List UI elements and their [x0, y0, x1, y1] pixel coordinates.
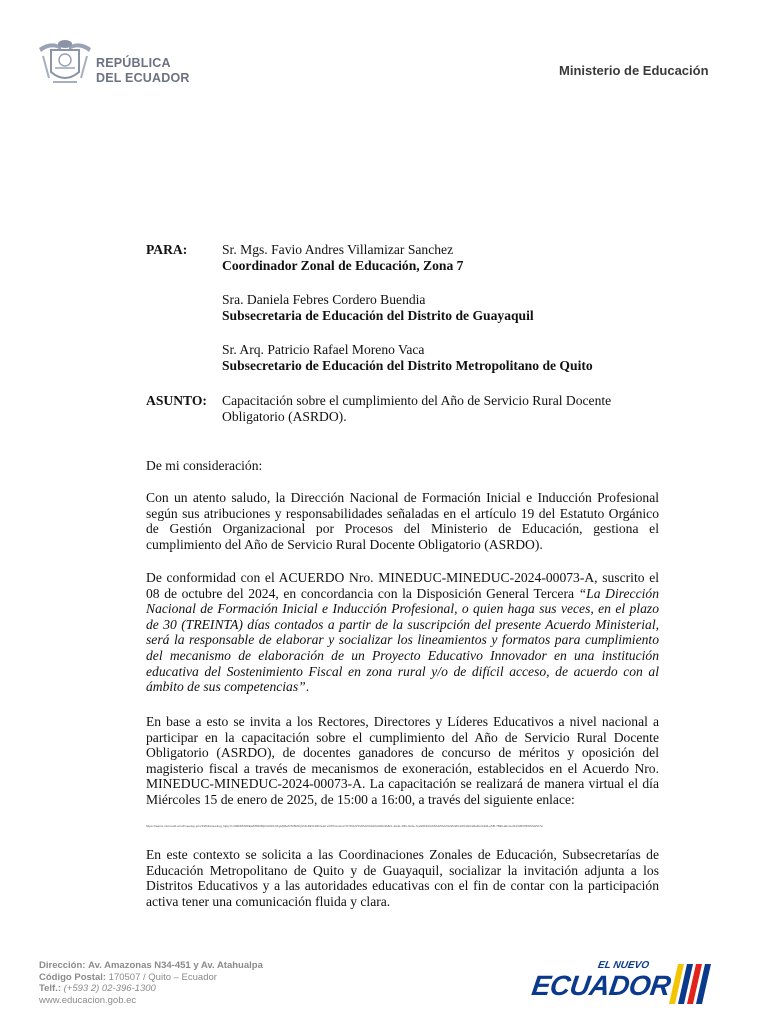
recipient-1: [222, 242, 463, 274]
republica-del-ecuador-label: REPÚBLICA DEL ECUADOR: [96, 56, 190, 85]
paragraph-3: En base a esto se invita a los Rectores, Directores y Líderes Educativos a nivel nacional a participar en la capacitación sobre el cumplimiento del Año de Servicio Rural Docente Obligatorio (ASRDO), de docentes ganadores de concurso de méritos y oposición del magisterio fiscal a través de mecanismos de exoneración, establecidos en el Acuerdo Nro. MINEDUC-MINEDUC-2024-00073-A. La capacitación se realizará de manera virtual el día Miércoles 15 de enero de 2025, de 15:00 a 16:00, a través del siguiente enlace:: [146, 714, 659, 807]
para-label: PARA:: [146, 242, 188, 257]
flag-stripes-icon: [668, 962, 714, 1006]
recipient-2: [222, 292, 534, 324]
recipient-title: Coordinador Zonal de Educación, Zona 7: [222, 258, 464, 273]
logo-el-nuevo: EL NUEVO: [597, 960, 650, 971]
paragraph-4: En este contexto se solicita a las Coordinaciones Zonales de Educación, Subsecretarías de Educación Metropolitano de Quito y de Guayaquil, socializar la invitación adjunta a los Distritos Educativos y a las autoridades educativas con el fin de contar con la participación activa tener una comunicación fluida y clara.: [146, 847, 659, 909]
recipient-title: Subsecretario de Educación del Distrito Metropolitano de Quito: [222, 358, 593, 373]
recipient-name: Sra. Daniela Febres Cordero Buendia: [222, 292, 426, 307]
asunto-text: Capacitación sobre el cumplimiento del Año de Servicio Rural Docente Obligatorio (ASRDO).: [222, 393, 612, 424]
recipient-name: Sr. Arq. Patricio Rafael Moreno Vaca: [222, 342, 425, 357]
paragraph-1: Con un atento saludo, la Dirección Nacional de Formación Inicial e Inducción Profesional según sus atribuciones y responsabilidades señaladas en el artículo 19 del Estatuto Orgánico de Gestión Organizacional por Procesos del Ministerio de Educación, gestiona el cumplimiento del Año de Servicio Rural Docente Obligatorio (ASRDO).: [146, 490, 659, 552]
recipient-name: Sr. Mgs. Favio Andres Villamizar Sanchez: [222, 242, 454, 257]
quote-text: “La Dirección Nacional de Formación Inicial e Inducción Profesional, o quien haga sus veces, en el plazo de 30 (TREINTA) días contados a partir de la suscripción del presente Acuerdo Ministerial, será la responsable de elaborar y socializar los lineamientos y formatos para cumplimiento del mecanismo de elaboración de un Proyecto Educativo Innovador en una institución educativa del Sostenimiento Fiscal en zona rural y/o de difícil acceso, de acuerdo con al ámbito de sus competencias”: [146, 585, 659, 695]
letterhead: [0, 0, 768, 120]
recipient-3: [222, 342, 593, 374]
paragraph-2: De conformidad con el ACUERDO Nro. MINEDUC-MINEDUC-2024-00073-A, suscrito el 08 de octubre del 2024, en concordancia con la Disposición General Tercera “La Dirección Nacional de Formación Inicial e Inducción Profesional, o quien haga sus veces, en el plazo de 30 (TREINTA) días contados a partir de la suscripción del presente Acuerdo Ministerial, será la responsable de elaborar y socializar los lineamientos y formatos para cumplimiento del mecanismo de elaboración de un Proyecto Educativo Innovador en una institución educativa del Sostenimiento Fiscal en zona rural y/o de difícil acceso, de acuerdo con al ámbito de sus competencias”.: [146, 570, 659, 695]
recipient-title: Subsecretaria de Educación del Distrito de Guayaquil: [222, 308, 534, 323]
ministerio-label: Ministerio de Educación: [559, 63, 709, 78]
footer-address: Dirección: Av. Amazonas N34-451 y Av. Atahualpa Código Postal: 170507 / Quito – Ecuador Telf.: (+593 2) 02-396-1300 www.educacion.gob.ec: [39, 960, 263, 1006]
coat-of-arms-icon: [37, 38, 93, 88]
asunto-label: ASUNTO:: [146, 393, 207, 408]
greeting: De mi consideración:: [146, 458, 263, 473]
logo-ecuador: ECUADOR: [529, 970, 673, 1001]
website: www.educacion.gob.ec: [39, 994, 137, 1006]
meeting-link[interactable]: https://teams.microsoft.com/l/meetup-join/19%3ameeting_NjAyYmI0ZDMtNWEwMS00MjU3LWI1NTgtZjMwNTk5MzQzNGRk%40thread.v2/0?context=%7b%22Tid%22%3a%22d6c2b8c1-3a4e-4f1b-9c3e-7e2a5b1f0c2d%22%2c%22Oid%22%3a%22a1b2c3d4-e5f6-7890-abcd-ef1234567890%22%7d: [146, 824, 543, 828]
